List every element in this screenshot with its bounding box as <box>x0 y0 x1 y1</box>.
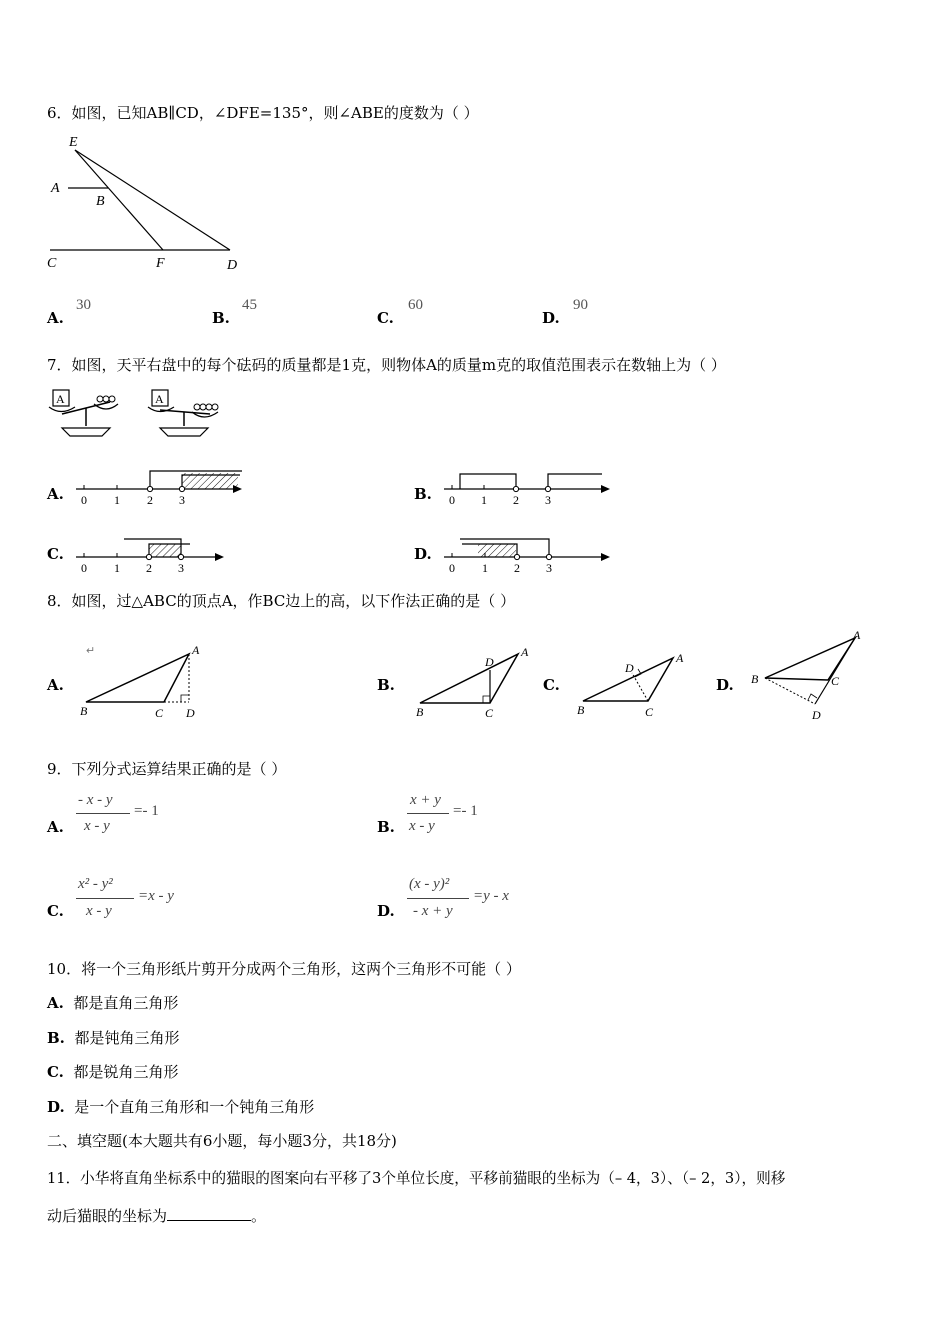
q8b-label-D: D <box>485 655 494 669</box>
q10-stem: 10．将一个三角形纸片剪开分成两个三角形，这两个三角形不可能（ ） <box>47 960 521 978</box>
q8-option-a-figure <box>76 638 216 722</box>
q7-option-d-numberline <box>440 534 615 576</box>
q8d-label-D: D <box>812 708 821 722</box>
q9c-numerator: x² - y² <box>78 876 113 892</box>
q8c-label-D: D <box>625 661 634 675</box>
q7c-tick-0: 0 <box>81 561 87 575</box>
q6-label-D: D <box>227 258 238 273</box>
q8b-label-C: C <box>485 706 494 720</box>
q6-label-C: C <box>47 256 57 271</box>
q9-option-a-label: A. <box>47 818 64 836</box>
q8-option-b-figure <box>410 640 550 722</box>
q7b-tick-0: 0 <box>449 493 455 507</box>
q6-figure <box>40 128 260 278</box>
q7c-tick-2: 2 <box>146 561 152 575</box>
q10-option-c-label: C. <box>47 1063 64 1081</box>
q6-option-b-value: 45 <box>242 297 257 313</box>
q8b-label-B: B <box>416 705 424 719</box>
q10-option-a-label: A. <box>47 994 64 1012</box>
q7-balance-left <box>49 390 118 436</box>
q8c-label-B: B <box>577 703 585 717</box>
q9c-rhs: =x - y <box>138 888 174 904</box>
q8a-label-D: D <box>186 706 195 720</box>
q7-option-d-label: D. <box>414 545 432 563</box>
q6-option-c-label: C. <box>377 309 394 327</box>
q8-stem: 8．如图，过△ABC的顶点A，作BC边上的高，以下作法正确的是（ ） <box>47 592 516 610</box>
q7b-tick-1: 1 <box>481 493 487 507</box>
q7c-tick-3: 3 <box>178 561 184 575</box>
q9-option-d-expr <box>407 876 547 924</box>
q7-balance-right <box>148 390 218 436</box>
q9b-rhs: =- 1 <box>453 803 478 819</box>
q9a-fraction-bar <box>76 813 130 814</box>
q7-option-b-label: B. <box>414 485 432 503</box>
q7a-tick-2: 2 <box>147 493 153 507</box>
q7-option-a-numberline <box>72 466 247 508</box>
q8d-label-B: B <box>751 672 759 686</box>
q9d-rhs: =y - x <box>473 888 509 904</box>
q7a-tick-0: 0 <box>81 493 87 507</box>
q6-label-A: A <box>51 181 60 196</box>
q10-option-b-label: B. <box>47 1029 65 1047</box>
q10-option-a <box>47 992 178 1013</box>
q9c-denominator: x - y <box>86 903 112 919</box>
q7-box-label-1: A <box>56 392 65 406</box>
q7d-tick-1: 1 <box>482 561 488 575</box>
q7d-tick-0: 0 <box>449 561 455 575</box>
q6-stem: 6．如图，已知AB∥CD，∠DFE=135°，则∠ABE的度数为（ ） <box>47 104 479 122</box>
q6-label-F: F <box>156 256 165 271</box>
q7-option-c-label: C. <box>47 545 64 563</box>
q6-label-E: E <box>69 135 78 150</box>
q11-line-1: 11．小华将直角坐标系中的猫眼的图案向右平移了3个单位长度，平移前猫眼的坐标为（– 4，3）、（– 2，3），则移 <box>47 1170 786 1187</box>
q10-option-a-text: 都是直角三角形 <box>73 994 179 1012</box>
q7d-tick-2: 2 <box>514 561 520 575</box>
q7a-tick-1: 1 <box>114 493 120 507</box>
q9-option-a-expr <box>76 792 186 840</box>
q7d-tick-3: 3 <box>546 561 552 575</box>
q6-option-a-value: 30 <box>76 297 91 313</box>
q7a-tick-3: 3 <box>179 493 185 507</box>
q7-option-b-numberline <box>440 466 615 508</box>
q8a-label-B: B <box>80 704 88 718</box>
q10-option-d-text: 是一个直角三角形和一个钝角三角形 <box>74 1098 315 1116</box>
section-2-title: 二、填空题(本大题共有6小题，每小题3分，共18分) <box>47 1132 397 1150</box>
q9a-numerator: - x - y <box>78 792 113 808</box>
q6-option-d-value: 90 <box>573 297 588 313</box>
q6-option-d-label: D. <box>542 309 560 327</box>
q11-line-2-suffix: 。 <box>251 1207 267 1225</box>
q7-stem: 7．如图，天平右盘中的每个砝码的质量都是1克，则物体A的质量m克的取值范围表示在数轴上为（ ） <box>47 356 726 374</box>
q11-line-2 <box>47 1205 266 1226</box>
q10-option-b-text: 都是钝角三角形 <box>74 1029 180 1047</box>
q8-option-a-label: A. <box>47 676 64 694</box>
q9d-fraction-bar <box>407 898 469 899</box>
q8-option-c-figure <box>573 646 698 722</box>
q11-answer-blank[interactable] <box>167 1206 251 1221</box>
q10-option-d-label: D. <box>47 1098 65 1116</box>
q6-label-B: B <box>96 194 105 209</box>
q8-option-d-figure <box>745 628 870 724</box>
q8a-label-C: C <box>155 706 164 720</box>
q7-option-c-numberline <box>72 534 232 576</box>
q8b-label-A: A <box>521 645 529 659</box>
q7-balance-figure <box>44 386 229 442</box>
q8-return-mark: ↵ <box>86 645 96 657</box>
q6-option-c-value: 60 <box>408 297 423 313</box>
q9a-denominator: x - y <box>84 818 110 834</box>
q8d-label-A: A <box>853 628 861 642</box>
q7c-tick-1: 1 <box>114 561 120 575</box>
q8a-label-A: A <box>192 643 200 657</box>
q8-option-b-label: B. <box>377 676 395 694</box>
q9-option-d-label: D. <box>377 902 395 920</box>
q7b-tick-2: 2 <box>513 493 519 507</box>
q9-stem: 9．下列分式运算结果正确的是（ ） <box>47 760 287 778</box>
q7b-tick-3: 3 <box>545 493 551 507</box>
q6-option-b-label: B. <box>212 309 230 327</box>
q6-option-a-label: A. <box>47 309 64 327</box>
q6-line-EF <box>75 150 163 250</box>
q9d-denominator: - x + y <box>413 903 453 919</box>
q9b-numerator: x + y <box>410 792 441 808</box>
q9b-denominator: x - y <box>409 818 435 834</box>
q11-line-2-prefix: 动后猫眼的坐标为 <box>47 1207 168 1225</box>
q9a-rhs: =- 1 <box>134 803 159 819</box>
q9-option-c-expr <box>76 876 206 924</box>
q10-option-c-text: 都是锐角三角形 <box>73 1063 179 1081</box>
q9c-fraction-bar <box>76 898 134 899</box>
q8d-label-C: C <box>831 674 840 688</box>
q9-option-b-expr <box>407 792 517 840</box>
q7-option-a-label: A. <box>47 485 64 503</box>
q7-box-label-2: A <box>155 392 164 406</box>
q9-option-b-label: B. <box>377 818 395 836</box>
q10-option-d <box>47 1096 314 1117</box>
q8c-label-C: C <box>645 705 654 719</box>
q9-option-c-label: C. <box>47 902 64 920</box>
q8-option-d-label: D. <box>716 676 734 694</box>
q8c-label-A: A <box>676 651 684 665</box>
q10-option-c <box>47 1061 178 1082</box>
q9b-fraction-bar <box>407 813 449 814</box>
q10-option-b <box>47 1027 179 1048</box>
q8-option-c-label: C. <box>543 676 560 694</box>
q9d-numerator: (x - y)² <box>409 876 450 892</box>
